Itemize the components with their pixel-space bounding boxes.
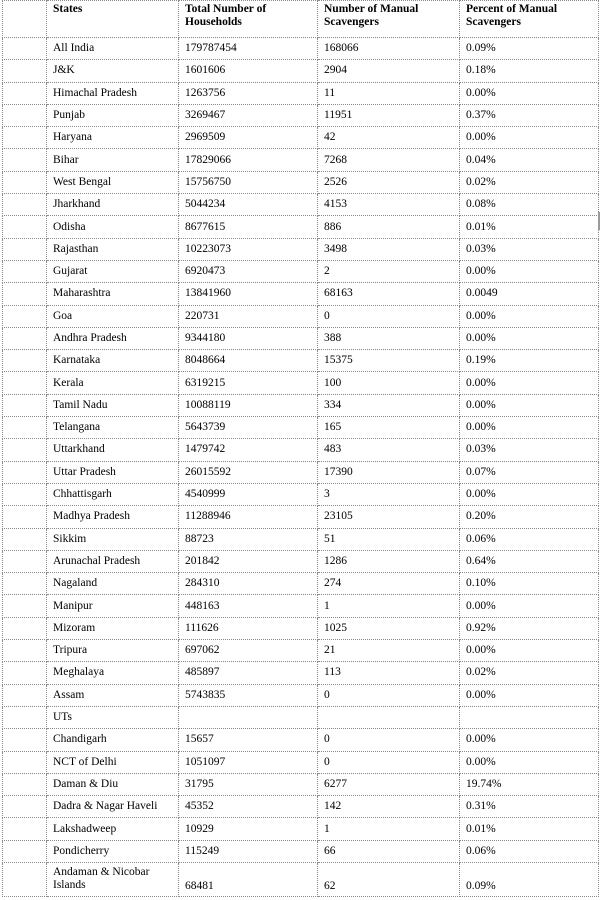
row-blank-cell [3,751,47,773]
households-cell: 15756750 [179,171,318,193]
table-row [3,127,599,149]
row-blank-cell [3,327,47,349]
percent-cell: 0.00% [460,729,599,751]
state-cell: Assam [47,684,179,706]
table-row [3,595,599,617]
row-blank-cell [3,796,47,818]
table-row [3,483,599,505]
table-row [3,729,599,751]
scavengers-cell: 11951 [318,104,460,126]
households-cell: 448163 [179,595,318,617]
percent-cell: 0.00% [460,82,599,104]
scavengers-cell: 168066 [318,38,460,60]
table-row [3,818,599,840]
scavengers-cell: 0 [318,305,460,327]
households-cell: 6920473 [179,260,318,282]
header-blank [3,1,47,38]
state-cell: Maharashtra [47,283,179,305]
row-blank-cell [3,171,47,193]
table-row [3,38,599,60]
percent-cell: 0.0049 [460,283,599,305]
percent-cell: 0.00% [460,327,599,349]
scavengers-cell: 68163 [318,283,460,305]
households-cell: 4540999 [179,483,318,505]
state-cell: Andhra Pradesh [47,327,179,349]
scavengers-cell: 7268 [318,149,460,171]
scavengers-cell: 483 [318,439,460,461]
scavengers-cell: 21 [318,640,460,662]
row-blank-cell [3,238,47,260]
scavengers-cell: 51 [318,528,460,550]
scavengers-cell: 2904 [318,60,460,82]
scavengers-cell: 142 [318,796,460,818]
percent-cell: 0.10% [460,573,599,595]
households-cell: 115249 [179,840,318,862]
header-manual-scavengers: Number of Manual Scavengers [318,1,460,38]
percent-cell: 0.03% [460,439,599,461]
percent-cell: 0.02% [460,662,599,684]
percent-cell: 0.00% [460,751,599,773]
table-row [3,751,599,773]
households-cell: 8677615 [179,216,318,238]
percent-cell: 0.06% [460,840,599,862]
scavengers-cell: 6277 [318,773,460,795]
state-cell: Lakshadweep [47,818,179,840]
row-blank-cell [3,640,47,662]
table-row [3,327,599,349]
percent-cell [460,706,599,728]
scavengers-cell: 165 [318,417,460,439]
scavengers-cell: 3498 [318,238,460,260]
row-blank-cell [3,350,47,372]
table-row [3,550,599,572]
households-cell [179,706,318,728]
table-row [3,773,599,795]
households-cell: 17829066 [179,149,318,171]
table-row [3,662,599,684]
households-cell: 5044234 [179,194,318,216]
table-row [3,82,599,104]
scavengers-cell: 1 [318,818,460,840]
percent-cell: 0.00% [460,260,599,282]
state-cell: Mizoram [47,617,179,639]
state-cell: Telangana [47,417,179,439]
households-cell: 45352 [179,796,318,818]
households-cell: 201842 [179,550,318,572]
percent-cell: 0.00% [460,372,599,394]
percent-cell: 0.18% [460,60,599,82]
table-row [3,417,599,439]
table-row [3,216,599,238]
state-cell: Rajasthan [47,238,179,260]
row-blank-cell [3,216,47,238]
table-row [3,439,599,461]
row-blank-cell [3,617,47,639]
state-cell: J&K [47,60,179,82]
households-cell: 26015592 [179,461,318,483]
scavengers-cell: 62 [318,862,460,896]
scavengers-cell [318,706,460,728]
percent-cell: 0.00% [460,483,599,505]
row-blank-cell [3,372,47,394]
row-blank-cell [3,417,47,439]
row-blank-cell [3,149,47,171]
state-cell: Chhattisgarh [47,483,179,505]
table-row [3,194,599,216]
households-cell: 485897 [179,662,318,684]
percent-cell: 0.01% [460,216,599,238]
percent-cell: 0.37% [460,104,599,126]
scavengers-cell: 66 [318,840,460,862]
state-cell: Uttarkhand [47,439,179,461]
scavengers-cell: 113 [318,662,460,684]
row-blank-cell [3,60,47,82]
table-row [3,528,599,550]
table-row [3,617,599,639]
manual-scavengers-table [2,0,599,897]
table-body [3,38,599,897]
table-row [3,796,599,818]
table-row [3,372,599,394]
scavengers-cell: 0 [318,729,460,751]
scavengers-cell: 886 [318,216,460,238]
percent-cell: 0.00% [460,394,599,416]
table-row [3,104,599,126]
households-cell: 2969509 [179,127,318,149]
state-cell: Nagaland [47,573,179,595]
row-blank-cell [3,662,47,684]
households-cell: 11288946 [179,506,318,528]
table-row [3,283,599,305]
table-row [3,260,599,282]
scavengers-cell: 100 [318,372,460,394]
table-row [3,350,599,372]
row-blank-cell [3,684,47,706]
percent-cell: 0.07% [460,461,599,483]
table-row [3,706,599,728]
households-cell: 31795 [179,773,318,795]
households-cell: 5643739 [179,417,318,439]
table-row [3,238,599,260]
row-blank-cell [3,260,47,282]
table-row [3,171,599,193]
row-blank-cell [3,550,47,572]
percent-cell: 0.20% [460,506,599,528]
scavengers-cell: 1286 [318,550,460,572]
scavengers-cell: 388 [318,327,460,349]
state-cell: Punjab [47,104,179,126]
row-blank-cell [3,840,47,862]
households-cell: 1601606 [179,60,318,82]
households-cell: 284310 [179,573,318,595]
percent-cell: 0.08% [460,194,599,216]
percent-cell: 0.06% [460,528,599,550]
state-cell: Himachal Pradesh [47,82,179,104]
state-cell: NCT of Delhi [47,751,179,773]
row-blank-cell [3,104,47,126]
state-cell: Jharkhand [47,194,179,216]
households-cell: 179787454 [179,38,318,60]
percent-cell: 0.00% [460,305,599,327]
state-cell: Daman & Diu [47,773,179,795]
households-cell: 5743835 [179,684,318,706]
row-blank-cell [3,283,47,305]
households-cell: 13841960 [179,283,318,305]
percent-cell: 0.00% [460,595,599,617]
households-cell: 8048664 [179,350,318,372]
households-cell: 1051097 [179,751,318,773]
percent-cell: 0.09% [460,38,599,60]
state-cell: Tripura [47,640,179,662]
percent-cell: 0.03% [460,238,599,260]
percent-cell: 0.92% [460,617,599,639]
table-row [3,149,599,171]
row-blank-cell [3,506,47,528]
households-cell: 220731 [179,305,318,327]
scavengers-cell: 334 [318,394,460,416]
state-cell: West Bengal [47,171,179,193]
row-blank-cell [3,38,47,60]
percent-cell: 0.01% [460,818,599,840]
households-cell: 15657 [179,729,318,751]
scavengers-cell: 274 [318,573,460,595]
scavengers-cell: 2526 [318,171,460,193]
table-row [3,394,599,416]
scavengers-cell: 1025 [318,617,460,639]
state-cell: Madhya Pradesh [47,506,179,528]
header-total-households: Total Number of Households [179,1,318,38]
scavengers-cell: 0 [318,684,460,706]
scavengers-cell: 17390 [318,461,460,483]
table-row [3,506,599,528]
state-cell: Gujarat [47,260,179,282]
row-blank-cell [3,573,47,595]
state-cell: Goa [47,305,179,327]
scavengers-cell: 2 [318,260,460,282]
percent-cell: 0.02% [460,171,599,193]
state-cell: Arunachal Pradesh [47,550,179,572]
percent-cell: 0.09% [460,862,599,896]
households-cell: 88723 [179,528,318,550]
state-cell: UTs [47,706,179,728]
state-cell: Chandigarh [47,729,179,751]
households-cell: 1479742 [179,439,318,461]
row-blank-cell [3,127,47,149]
percent-cell: 0.19% [460,350,599,372]
percent-cell: 0.31% [460,796,599,818]
state-cell: Pondicherry [47,840,179,862]
header-row [3,1,599,38]
state-cell: Haryana [47,127,179,149]
table-row [3,461,599,483]
row-blank-cell [3,305,47,327]
header-states: States [47,1,179,38]
households-cell: 1263756 [179,82,318,104]
households-cell: 3269467 [179,104,318,126]
row-blank-cell [3,773,47,795]
state-cell: Uttar Pradesh [47,461,179,483]
row-blank-cell [3,729,47,751]
scavengers-cell: 1 [318,595,460,617]
row-blank-cell [3,528,47,550]
households-cell: 10929 [179,818,318,840]
percent-cell: 19.74% [460,773,599,795]
state-cell: Odisha [47,216,179,238]
scavengers-cell: 23105 [318,506,460,528]
percent-cell: 0.04% [460,149,599,171]
row-blank-cell [3,82,47,104]
percent-cell: 0.00% [460,417,599,439]
state-cell: Kerala [47,372,179,394]
state-cell: Karnataka [47,350,179,372]
table-header [3,1,599,38]
state-cell: Tamil Nadu [47,394,179,416]
row-blank-cell [3,483,47,505]
households-cell: 6319215 [179,372,318,394]
scavengers-cell: 0 [318,751,460,773]
state-cell: Manipur [47,595,179,617]
percent-cell: 0.00% [460,640,599,662]
row-blank-cell [3,818,47,840]
households-cell: 68481 [179,862,318,896]
state-cell: Meghalaya [47,662,179,684]
state-cell: Sikkim [47,528,179,550]
row-blank-cell [3,439,47,461]
households-cell: 10223073 [179,238,318,260]
state-cell: Andaman & Nicobar Islands [47,862,179,896]
table-row [3,60,599,82]
households-cell: 10088119 [179,394,318,416]
row-blank-cell [3,194,47,216]
table-row [3,840,599,862]
state-cell: Dadra & Nagar Haveli [47,796,179,818]
scavengers-cell: 11 [318,82,460,104]
scavengers-cell: 42 [318,127,460,149]
row-blank-cell [3,394,47,416]
row-blank-cell [3,461,47,483]
scavengers-cell: 15375 [318,350,460,372]
row-blank-cell [3,706,47,728]
row-blank-cell [3,595,47,617]
percent-cell: 0.64% [460,550,599,572]
table-row [3,684,599,706]
percent-cell: 0.00% [460,684,599,706]
table-row [3,640,599,662]
scavengers-cell: 3 [318,483,460,505]
header-percent: Percent of Manual Scavengers [460,1,599,38]
state-cell: Bihar [47,149,179,171]
row-blank-cell [3,862,47,896]
households-cell: 9344180 [179,327,318,349]
percent-cell: 0.00% [460,127,599,149]
households-cell: 111626 [179,617,318,639]
households-cell: 697062 [179,640,318,662]
table-row [3,305,599,327]
table-row [3,573,599,595]
scavengers-cell: 4153 [318,194,460,216]
state-cell: All India [47,38,179,60]
table-row [3,862,599,896]
